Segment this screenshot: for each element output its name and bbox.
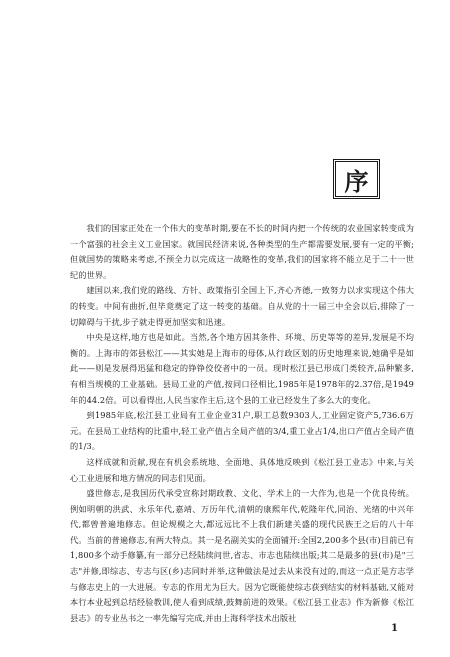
paragraph: 我们的国家正处在一个伟大的变革时期,要在不长的时间内把一个传统的农业国家转变成为一个富强的社会主义工业国家。就国民经济来说,各种类型的生产都需要发展,要有一定的平衡;但就国势的策略来考虑,不预全力以完成这一战略性的变革,我们的国家将不能立足于二十一世纪的世界。 — [70, 223, 414, 280]
paragraph: 建国以来,我们党的路线、方针、政策指引全国上下,齐心齐德,一致努力以求实现这个伟大的转变。中间有曲折,但毕竟奠定了这一转变的基础。自从党的十一届三中全会以后,排除了一切障碍与干扰,步子就走得更加坚实和迅速。 — [70, 285, 414, 327]
paragraph: 中央是这样,地方也是如此。当然,各个地方因其条件、环境、历史等等的差异,发展是不均衡的。上海市的郊县松江——其实她是上海市的母体,从行政区划的历史地理来说,她确乎是如此——则是发展得迅猛和稳定的铮铮佼佼者中的一员。现时松江县已形成门类较齐,品种繁多,有相当规模的工业基础。县局工业的产值,按同口径相比,1985年是1978年的2.37倍,是1949年的44.2倍。可以看得出,人民当家作主后,这个县的工业已经发生了多么大的变化。 — [70, 332, 414, 405]
page-number: 1 — [391, 623, 398, 634]
section-heading: 序 — [333, 159, 380, 199]
paragraph: 这样成就和贡献,现在有机会系统地、全面地、具体地反映到《松江县工业志》中来,与关心工业进展和地方情况的同志们见面。 — [70, 456, 414, 483]
paragraph: 盛世修志,是我国历代承受宣称封期政教、文化、学术上的一大作为,也是一个优良传统。例如明朝的洪武、永乐年代,嘉靖、万历年代,清朝的康熙年代,乾隆年代,同治、光绪的中兴年代,都曾普遍地修志。但论规模之大,都远远比不上我们新建关盛的现代民族王之后的八十年代。当前的普遍修志,有两大特点。其一是名副关实的全面铺开:全国2,200多个县(市)目前已有1,800多个动手修纂,有一部分已经陆续问世,省志、市志也陆续出版;其二是最多的县(市)是"三志"并修,即综志、专志与区(乡)志同时并举,这种做法是过去从来没有过的,而这一点正是方志学与修志史上的一大进展。专志的作用尤为巨大。因为它既能使综志获到结实的材料基础,又能对本行本业起到总结经验教训,使人看到成绩,鼓舞前进的效果。《松江县工业志》作为新修《松江县志》的专业丛书之一率先编写完成,并由上海科学技术出版社 — [70, 488, 414, 623]
body-text — [70, 221, 414, 626]
paragraph: 到1985年底,松江县工业局有工业企业31户,职工总数9303人,工业固定资产5,736.6万元。在县局工业结构的比重中,轻工业产值占全局产值的3/4,重工业占1/4,出口产值占全局产值的1/3。 — [70, 410, 414, 452]
